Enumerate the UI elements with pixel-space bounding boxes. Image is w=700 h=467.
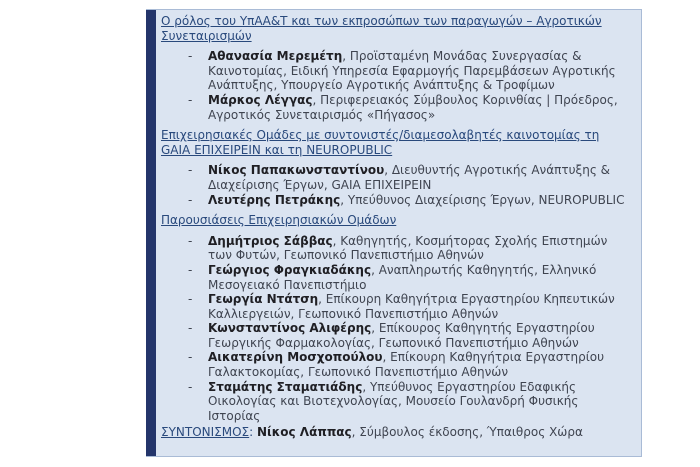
speaker-role: , Καθηγητής, Κοσμήτορας Σχολής Επιστημών των Φυτών, Γεωπονικό Πανεπιστήμιο Αθηνών [208,233,608,263]
dash-bullet: - [188,192,193,207]
speaker-name: Νίκος Λάππας [257,425,352,440]
item-text [208,49,629,93]
list-item [161,321,629,350]
speaker-name: Αθανασία Μερεμέτη [208,49,343,64]
dash-bullet: - [188,49,193,64]
speaker-role: , Επίκουρη Καθηγήτρια Εργαστηρίου Γαλακτοκομίας, Γεωπονικό Πανεπιστήμιο Αθηνών [208,350,605,380]
coordination-line [161,425,629,440]
section [161,213,629,423]
item-text [208,234,629,263]
dash-bullet: - [188,350,193,365]
list-item [161,163,629,192]
speaker-role: , Προϊσταμένη Μονάδας Συνεργασίας & Καινοτομίας, Ειδική Υπηρεσία Εφαρμογής Παρεμβάσεων Αγροτικής Ανάπτυξης, Υπουργείο Αγροτικής Ανάπτυξης & Τροφίμων [208,49,616,93]
speaker-name: Νίκος Παπακωνσταντίνου [208,163,385,178]
speaker-name: Σταμάτης Σταματιάδης [208,379,363,394]
accent-bar [146,10,156,456]
list-item [161,234,629,263]
list-item [161,263,629,292]
program-panel [146,9,642,457]
item-text [208,163,629,192]
dash-bullet: - [188,262,193,277]
speaker-name: Κωνσταντίνος Αλιφέρης [208,321,372,336]
dash-bullet: - [188,321,193,336]
panel-content [156,10,641,456]
list-item [161,193,629,208]
section-heading: Παρουσιάσεις Επιχειρησιακών Ομάδων [161,213,397,228]
item-text [208,321,629,350]
dash-bullet: - [188,92,193,107]
speaker-name: Λευτέρης Πετράκης [208,192,341,207]
item-text [208,263,629,292]
sections-container [161,14,629,423]
item-text [208,193,629,208]
list-item [161,292,629,321]
speaker-role: , Περιφερειακός Σύμβουλος Κορινθίας | Πρόεδρος, Αγροτικός Συνεταιρισμός «Πήγασος» [208,92,618,122]
list-item [161,380,629,424]
section [161,128,629,207]
speaker-list [161,234,629,424]
speaker-name: Δημήτριος Σάββας [208,233,333,248]
list-item [161,93,629,122]
speaker-list [161,163,629,207]
section [161,14,629,122]
item-text [208,380,629,424]
section-heading: Επιχειρησιακές Ομάδες με συντονιστές/διαμεσολαβητές καινοτομίας τη GAIA ΕΠΙΧΕΙΡΕΙΝ και τη NEUROPUBLIC [161,128,600,157]
speaker-name: Γεώργιος Φραγκιαδάκης [208,262,372,277]
list-item [161,49,629,93]
coordination-separator: : [249,425,258,440]
speaker-role: , Διευθυντής Αγροτικής Ανάπτυξης & Διαχείρισης Έργων, GAIA ΕΠΙΧΕΙΡΕΙΝ [208,163,611,192]
speaker-name: Μάρκος Λέγγας [208,92,313,107]
speaker-role: , Επίκουρη Καθηγήτρια Εργαστηρίου Κηπευτικών Καλλιεργειών, Γεωπονικό Πανεπιστήμιο Αθηνών [208,292,615,321]
item-text [208,292,629,321]
item-text [208,350,629,379]
item-text [208,93,629,122]
dash-bullet: - [188,379,193,394]
speaker-role: , Αναπληρωτής Καθηγητής, Ελληνικό Μεσογειακό Πανεπιστήμιο [208,262,597,292]
section-heading: Ο ρόλος του ΥπΑΑ&Τ και των εκπροσώπων των παραγωγών – Αγροτικών Συνεταιρισμών [161,14,602,43]
dash-bullet: - [188,292,193,307]
speaker-name: Γεωργία Ντάτση [208,292,319,307]
speaker-role: , Σύμβουλος έκδοσης, Ύπαιθρος Χώρα [351,425,583,440]
speaker-role: , Υπεύθυνος Διαχείρισης Έργων, NEUROPUBLIC [340,192,625,207]
speaker-list [161,49,629,122]
coordination-label: ΣΥΝΤΟΝΙΣΜΟΣ [161,425,250,440]
speaker-role: , Υπεύθυνος Εργαστηρίου Εδαφικής Οικολογίας και Βιοτεχνολογίας, Μουσείο Γουλανδρή Φυσικής Ιστορίας [208,379,579,423]
speaker-name: Αικατερίνη Μοσχοπούλου [208,350,383,365]
dash-bullet: - [188,233,193,248]
speaker-role: , Επίκουρος Καθηγητής Εργαστηρίου Γεωργικής Φαρμακολογίας, Γεωπονικό Πανεπιστήμιο Αθηνών [208,321,595,350]
list-item [161,350,629,379]
dash-bullet: - [188,163,193,178]
